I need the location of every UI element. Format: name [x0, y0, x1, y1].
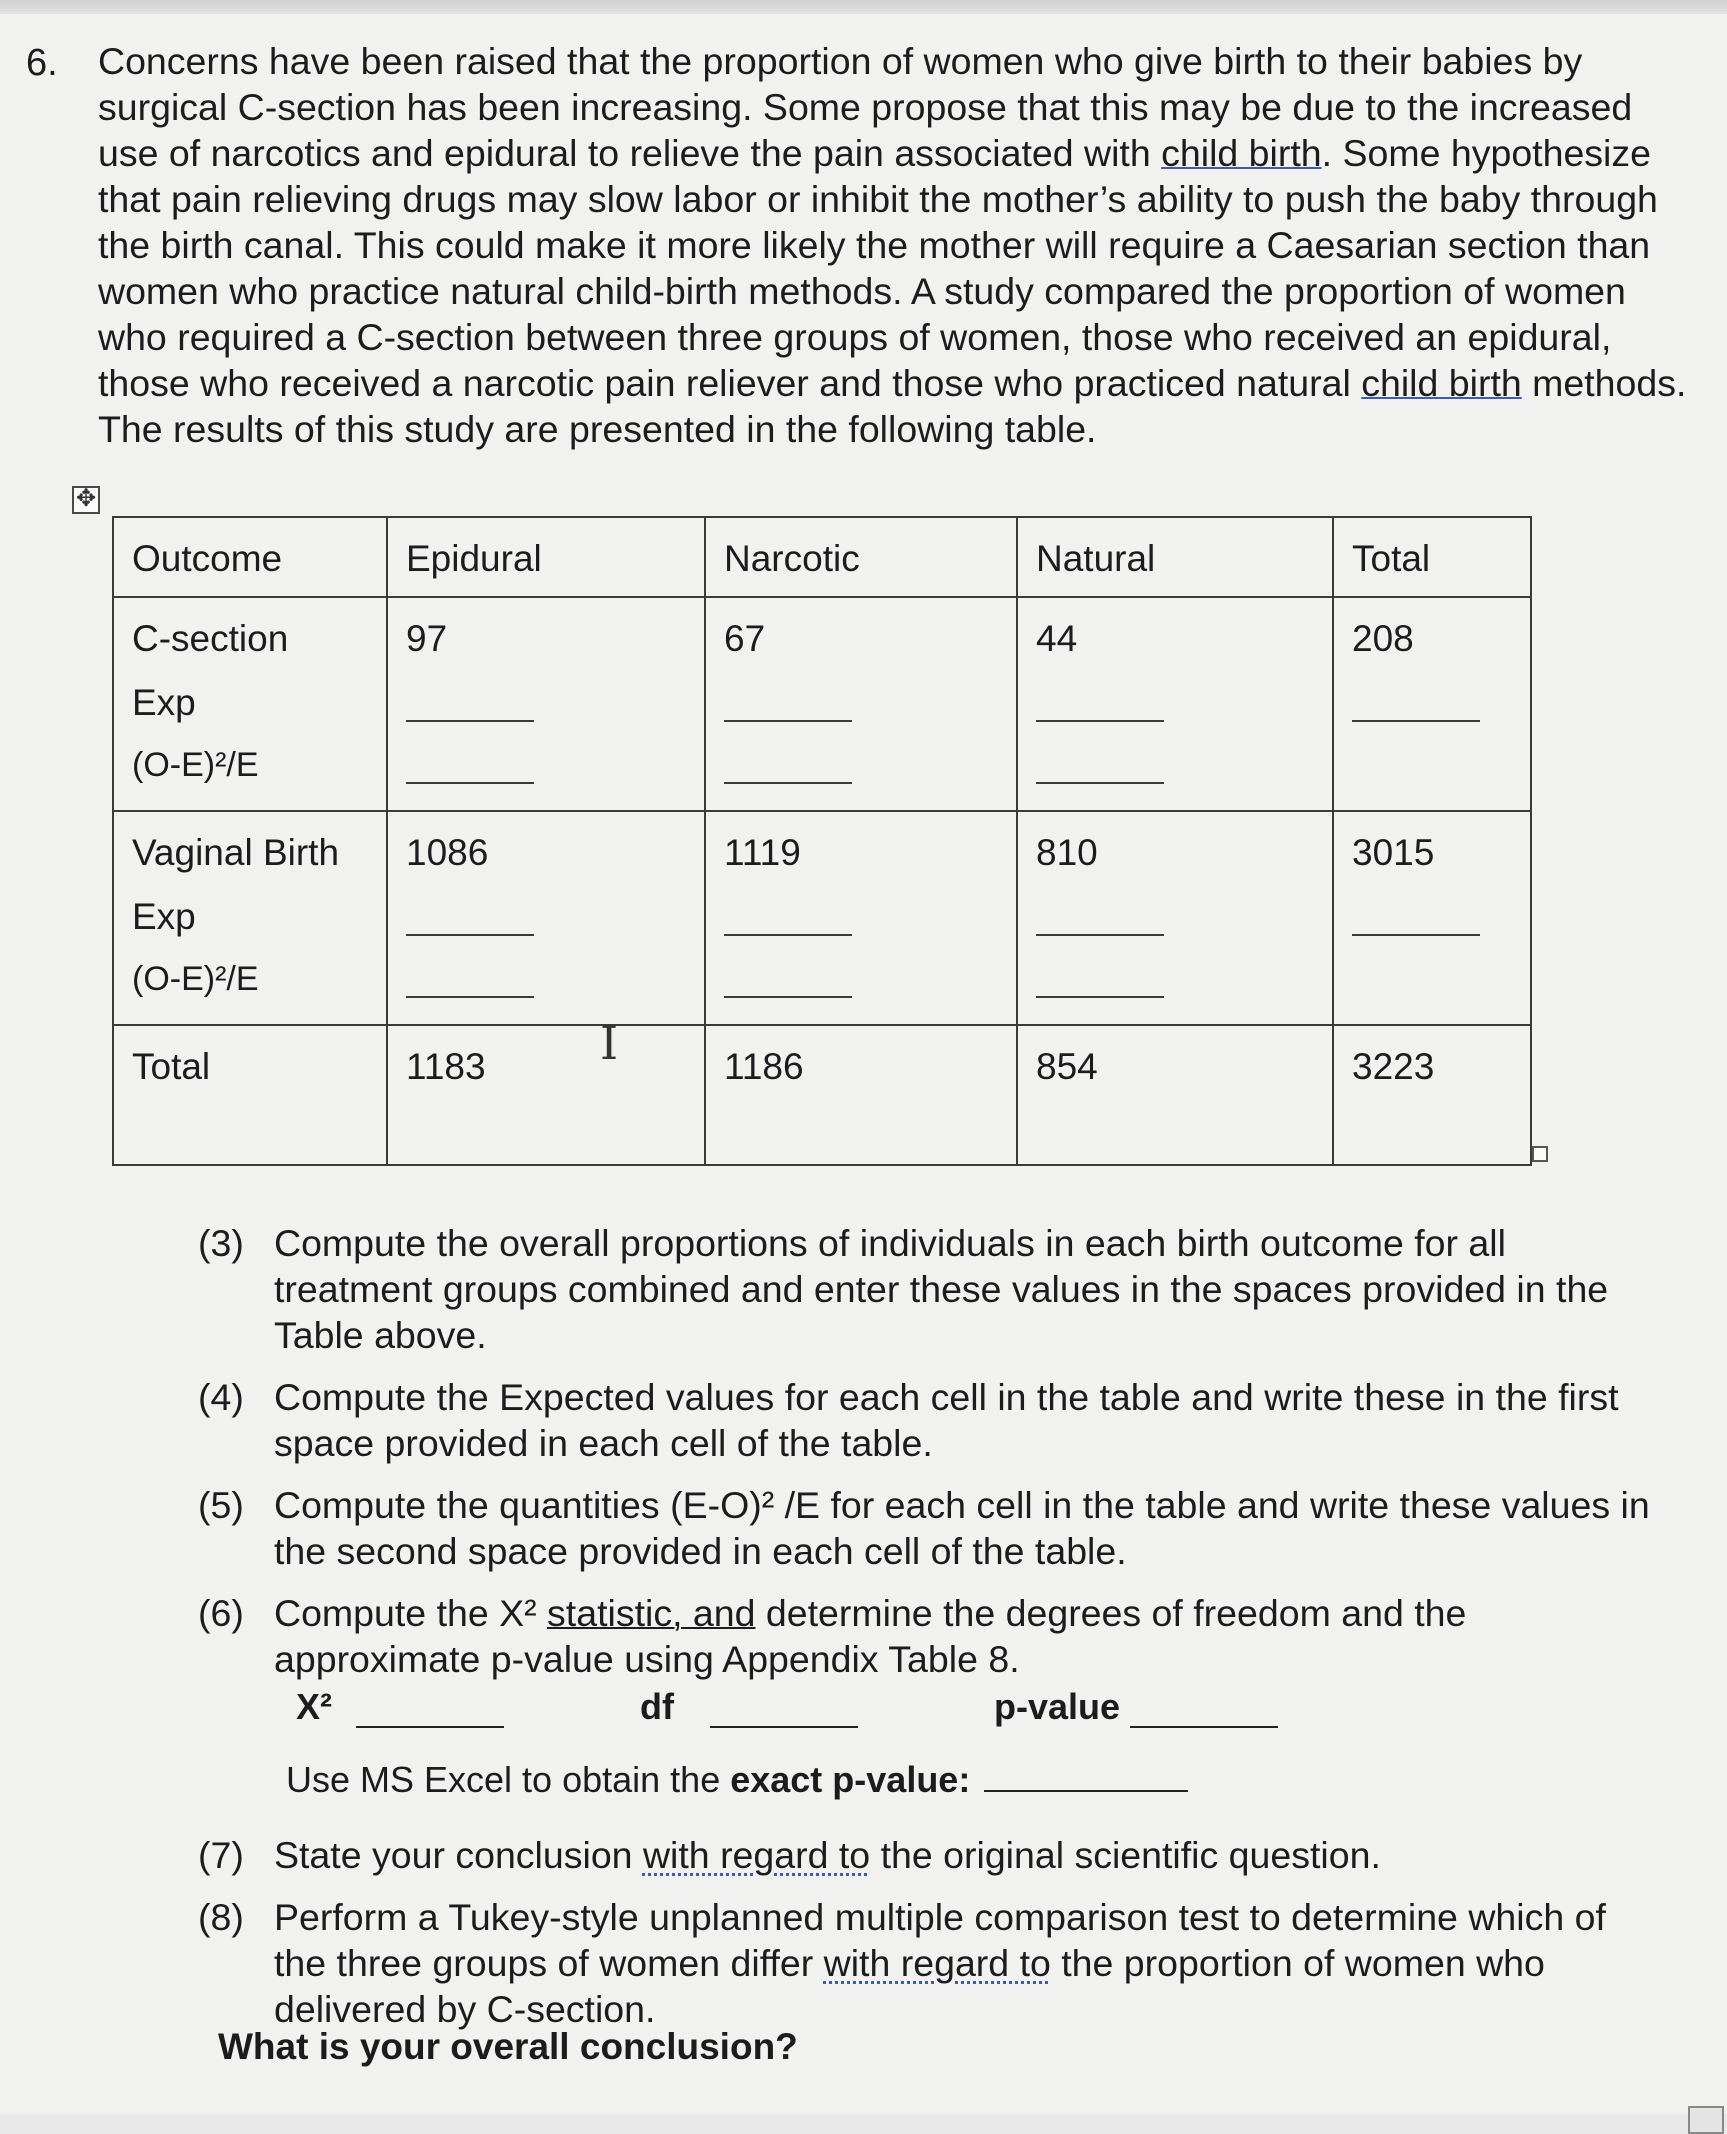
observed-value: 97 — [406, 618, 448, 659]
exp-label: Exp — [132, 896, 196, 937]
exp-blank[interactable] — [1352, 662, 1480, 722]
observed-value: 1086 — [406, 832, 489, 873]
item-number: (3) — [198, 1222, 244, 1264]
header-epidural: Epidural — [387, 517, 705, 597]
table-resize-handle-icon[interactable] — [1532, 1146, 1548, 1162]
table-row-csection — [113, 597, 1531, 811]
list-item — [198, 1374, 1658, 1466]
item-number: (5) — [198, 1484, 244, 1526]
chi-label: (O-E)²/E — [132, 746, 259, 784]
cell-csection-epidural — [387, 597, 705, 811]
exact-p-value-line — [286, 1752, 1188, 1801]
grammar-suggestion-link[interactable]: with regard to — [823, 1942, 1051, 1984]
item-text: Compute the quantities (E-O)² /E for each cell in the table and write these values in the second space provided in each cell of the table. — [274, 1484, 1650, 1572]
exact-p-text: Use MS Excel to obtain the — [286, 1759, 731, 1800]
intro-text-1: Concerns have been raised that the proportion of women who give birth to their babies by surgical C-section has been increasing. Some propose that this may be due to the increased use of narcotics and epidural to relieve the pain associated with — [98, 40, 1633, 174]
total-grand: 3223 — [1333, 1025, 1531, 1165]
chi-blank[interactable] — [1036, 724, 1164, 784]
item-text-part: State your conclusion — [274, 1834, 643, 1876]
item-text — [274, 1590, 1658, 1682]
exp-blank[interactable] — [1036, 662, 1164, 722]
total-epidural: 1183 — [387, 1025, 705, 1165]
text-cursor-icon: I — [600, 1016, 619, 1070]
outcome-label: C-section — [132, 618, 289, 659]
total-narcotic: 1186 — [705, 1025, 1017, 1165]
observed-value: 1119 — [724, 832, 801, 873]
item-number: (8) — [198, 1896, 244, 1938]
item-text-part: Compute the X² — [274, 1592, 548, 1634]
exp-blank[interactable] — [724, 662, 852, 722]
answer-fields — [296, 1686, 1296, 1728]
chi-blank[interactable] — [724, 938, 852, 998]
cell-vaginal-total — [1333, 811, 1531, 1025]
cell-csection-natural — [1017, 597, 1333, 811]
chi-blank[interactable] — [406, 724, 534, 784]
exact-p-label: exact p-value: — [730, 1759, 971, 1800]
item-number: (7) — [198, 1834, 244, 1876]
exp-blank[interactable] — [1352, 876, 1480, 936]
row-label-cell — [113, 597, 387, 811]
item-number: (6) — [198, 1592, 244, 1634]
top-edge-bar — [0, 0, 1727, 14]
total-natural: 854 — [1017, 1025, 1333, 1165]
observed-value: 67 — [724, 618, 766, 659]
question-intro — [98, 38, 1688, 452]
total-label: Total — [113, 1025, 387, 1165]
chi-blank[interactable] — [406, 938, 534, 998]
list-item — [198, 1590, 1658, 1682]
row-label-cell — [113, 811, 387, 1025]
chi-label: (O-E)²/E — [132, 960, 259, 998]
exp-blank[interactable] — [1036, 876, 1164, 936]
header-natural: Natural — [1017, 517, 1333, 597]
list-item — [198, 1894, 1658, 2032]
observed-value: 44 — [1036, 618, 1078, 659]
underlined-phrase: statistic, and — [547, 1592, 756, 1634]
chi-blank[interactable] — [1036, 938, 1164, 998]
item-text-part: the original scientific question. — [870, 1834, 1381, 1876]
header-narcotic: Narcotic — [705, 517, 1017, 597]
item-text — [274, 1894, 1658, 2032]
exp-blank[interactable] — [724, 876, 852, 936]
spellcheck-link-child-birth[interactable]: child birth — [1161, 132, 1322, 174]
p-value-field[interactable] — [1130, 1688, 1278, 1728]
p-value-label: p-value — [993, 1686, 1121, 1727]
item-text-part: Perform a Tukey-style unplanned multiple comparison test to determine which of the three groups of women differ — [274, 1896, 1606, 1984]
cell-csection-total — [1333, 597, 1531, 811]
chi-square-field[interactable] — [356, 1688, 504, 1728]
cell-vaginal-narcotic — [705, 811, 1017, 1025]
exp-blank[interactable] — [406, 876, 534, 936]
df-label: df — [640, 1686, 674, 1727]
intro-text-3: methods. The results of this study are presented in the following table. — [98, 362, 1687, 450]
exact-p-value-field[interactable] — [984, 1752, 1188, 1792]
exp-blank[interactable] — [406, 662, 534, 722]
table-move-handle-icon[interactable]: ✥ — [72, 486, 100, 514]
intro-text-2: . Some hypothesize that pain relieving drugs may slow labor or inhibit the mother’s ability to push the baby through the birth canal. This could make it more likely the mother will require a Caesarian section than women who practice natural child-birth methods. A study compared the proportion of women who required a C-section between three groups of women, those who received an epidural, those who received a narcotic pain reliever and those who practiced natural — [98, 132, 1658, 404]
exp-label: Exp — [132, 682, 196, 723]
df-field[interactable] — [710, 1688, 858, 1728]
spellcheck-link-child-birth-2[interactable]: child birth — [1361, 362, 1522, 404]
results-table — [112, 516, 1532, 1166]
item-number: (4) — [198, 1376, 244, 1418]
cell-vaginal-epidural — [387, 811, 705, 1025]
list-item — [198, 1220, 1658, 1358]
header-total: Total — [1333, 517, 1531, 597]
table-header-row — [113, 517, 1531, 597]
item-text-part: the proportion of women who delivered by C-section. — [274, 1942, 1545, 2030]
list-item — [198, 1482, 1658, 1574]
outcome-label: Vaginal Birth — [132, 832, 340, 873]
item-text-part: determine the degrees of freedom and the approximate p-value using Appendix Table 8. — [274, 1592, 1467, 1680]
chi-square-label: X² — [296, 1686, 332, 1727]
item-text: Compute the Expected values for each cell in the table and write these in the first space provided in each cell of the table. — [274, 1376, 1619, 1464]
observed-value: 810 — [1036, 832, 1098, 873]
list-item — [198, 1832, 1658, 1878]
cell-vaginal-natural — [1017, 811, 1333, 1025]
item-text — [274, 1832, 1658, 1878]
question-number: 6. — [26, 42, 58, 84]
observed-value: 208 — [1352, 618, 1414, 659]
chi-blank[interactable] — [724, 724, 852, 784]
observed-value: 3015 — [1352, 832, 1435, 873]
header-outcome: Outcome — [113, 517, 387, 597]
overall-conclusion-prompt: What is your overall conclusion? — [218, 2026, 798, 2067]
grammar-suggestion-link[interactable]: with regard to — [642, 1834, 871, 1876]
question-list — [198, 1220, 1658, 2048]
table-row-vaginal — [113, 811, 1531, 1025]
cell-csection-narcotic — [705, 597, 1017, 811]
item-text: Compute the overall proportions of individuals in each birth outcome for all treatment groups combined and enter these values in the spaces provided in the Table above. — [274, 1222, 1609, 1356]
corner-selection-icon[interactable] — [1688, 2106, 1724, 2134]
answer-row — [296, 1686, 1296, 1728]
table-row-total — [113, 1025, 1531, 1165]
